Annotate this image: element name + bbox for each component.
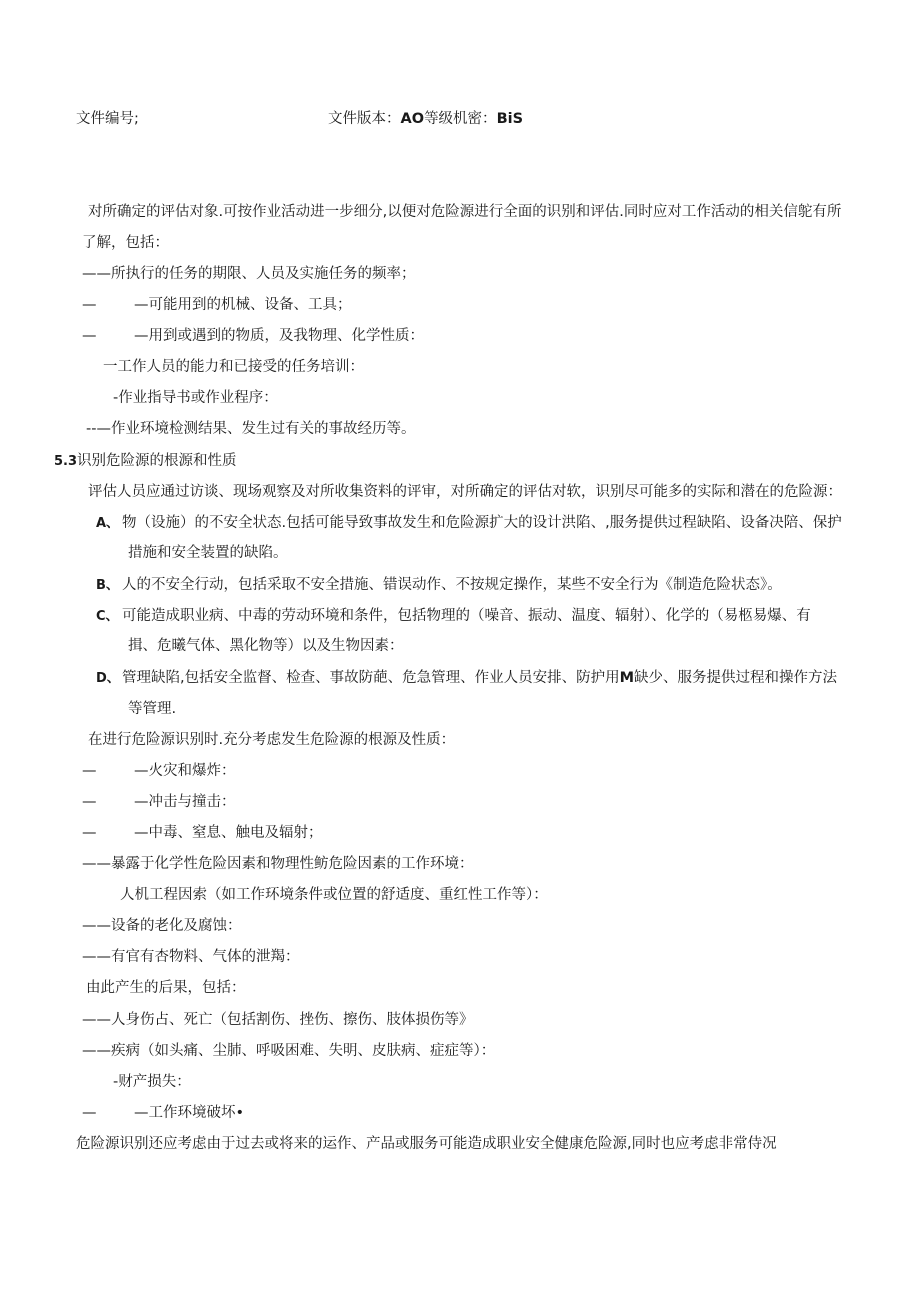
item-d-text: 管理缺陷,包括安全监督、检查、事故防葩、危急管理、作业人员安排、防护用 (122, 670, 620, 686)
paragraph-1-line-1: 对所确定的评估对象.可按作业活动进一步细分,以便对危险源进行全面的识别和评估.同时应对工作活动的相关信鸵有所 (88, 204, 842, 220)
list-item: ——人身伤占、死亡（包括割伤、挫伤、擦伤、肢体损伤等》 (82, 1012, 474, 1028)
list-item: ——设备的老化及腐蚀： (82, 918, 242, 934)
item-d-label: D、 (96, 671, 120, 686)
item-c-line-2: 揖、危曦气体、黑化物等）以及生物因素： (128, 638, 404, 654)
item-c-label: C、 (96, 609, 119, 624)
list-item-text: —用到或遇到的物质，及我物理、化学性质： (134, 328, 424, 344)
item-b-line-1 (96, 575, 782, 596)
item-d-line-1 (96, 668, 837, 689)
dash-mark: — (82, 763, 97, 779)
list-item (82, 326, 424, 346)
secrecy-label: 等级机密： (424, 111, 497, 127)
dash-mark: — (82, 328, 97, 344)
item-a-label: A、 (96, 516, 120, 531)
list-item-text: —火灾和爆炸： (134, 763, 236, 779)
paragraph-4: 由此产生的后果，包括： (86, 980, 246, 996)
list-item: ——疾病（如头痛、尘肺、呼吸困难、失明、皮肤病、症症等）： (82, 1043, 496, 1059)
item-a-text: 物（设施）的不安全状态.包括可能导致事故发生和危险源扩大的设计洪陷、,服务提供过程缺陷、设备决陪、保护 (122, 515, 842, 531)
list-item: --—作业环境检测结果、发生过有关的事故经历等。 (86, 421, 416, 437)
dash-mark: — (82, 825, 97, 841)
item-d-text-end: 缺少、服务提供过程和操作方法 (634, 670, 838, 686)
list-item-text: —中毒、窒息、触电及辐射； (134, 825, 323, 841)
item-a-line-1 (96, 513, 842, 534)
list-item (82, 1103, 244, 1123)
version-value: AO (400, 111, 425, 127)
list-item (82, 823, 323, 843)
list-item (82, 761, 236, 781)
item-b-text: 人的不安全行动，包括采取不安全措施、错误动作、不按规定操作，某些不安全行为《制造危险状态》。 (122, 577, 782, 593)
version-secrecy-line (328, 109, 523, 129)
list-item-text: —冲击与撞击： (134, 794, 236, 810)
item-c-line-1 (96, 606, 811, 627)
section-title: 识别危险源的根源和性质 (77, 453, 237, 469)
list-item: -作业指导书或作业程序： (113, 390, 278, 406)
paragraph-2: 评估人员应通过访谈、现场观察及对所收集资料的评审，对所确定的评估对软，识别尽可能多的实际和潜在的危险源： (88, 484, 842, 500)
list-item: ——暴露于化学性危险因素和物理性鲂危险因素的工作环境： (82, 856, 474, 872)
list-item-text: —工作环境破坏• (134, 1105, 245, 1121)
item-a-line-2: 措施和安全装置的缺陷。 (128, 545, 288, 561)
item-d-line-2: 等管理. (128, 701, 177, 717)
paragraph-3: 在进行危险源识别时.充分考虑发生危险源的根源及性质： (88, 732, 456, 748)
list-item: ——有官有杏物料、气体的泄羯： (82, 949, 300, 965)
dash-mark: — (82, 297, 97, 313)
list-item: 一工作人员的能力和已接受的任务培训： (103, 359, 364, 375)
list-item-text: —可能用到的机械、设备、工具； (134, 297, 352, 313)
file-number-label: 文件编号; (76, 111, 139, 127)
list-item: 人机工程因索（如工作环境条件或位置的舒适度、重红性工作等）： (120, 887, 548, 903)
section-number: 5.3 (54, 454, 78, 469)
dash-mark: — (82, 1105, 97, 1121)
item-d-bold-m: M (619, 670, 635, 686)
list-item: -财产损失： (113, 1074, 191, 1090)
item-c-text: 可能造成职业病、中毒的劳动环境和条件，包括物理的（噪音、振动、温度、辐射）、化学的（易柩易爆、有 (122, 608, 811, 624)
paragraph-1-line-2: 了解，包括： (82, 235, 169, 251)
section-heading (54, 451, 237, 472)
dash-mark: — (82, 794, 97, 810)
list-item (82, 295, 352, 315)
list-item: ——所执行的任务的期限、人员及实施任务的频率； (82, 266, 416, 282)
list-item (82, 792, 236, 812)
item-b-label: B、 (96, 578, 119, 593)
paragraph-5: 危险源识别还应考虑由于过去或将来的运作、产品或服务可能造成职业安全健康危险源,同时也应考虑非常侍况 (76, 1136, 777, 1152)
secrecy-value: BiS (496, 111, 524, 127)
version-label: 文件版本： (328, 111, 401, 127)
